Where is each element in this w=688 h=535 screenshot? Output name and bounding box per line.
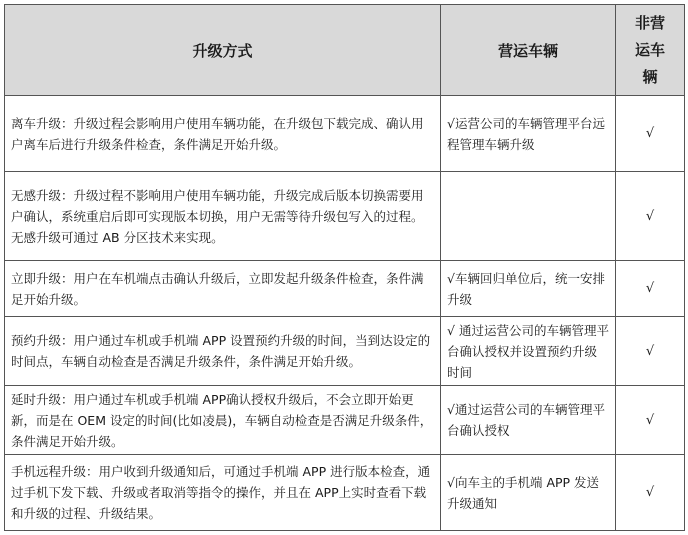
non-operating-check: √: [616, 317, 685, 386]
header-method: 升级方式: [5, 5, 441, 96]
method-cell: 预约升级：用户通过车机或手机端 APP 设置预约升级的时间，当到达设定的时间点，车辆自动检查是否满足升级条件，条件满足开始升级。: [5, 317, 441, 386]
table-row: [5, 317, 685, 386]
table-row: [5, 172, 685, 261]
non-operating-check: √: [616, 386, 685, 455]
table-row: [5, 455, 685, 531]
operating-cell: √运营公司的车辆管理平台远程管理车辆升级: [441, 96, 616, 172]
table-row: [5, 96, 685, 172]
operating-cell: [441, 172, 616, 261]
method-cell: 无感升级：升级过程不影响用户使用车辆功能，升级完成后版本切换需要用户确认，系统重启后即可实现版本切换，用户无需等待升级包写入的过程。无感升级可通过 AB 分区技术来实现。: [5, 172, 441, 261]
header-non-operating-vehicles: [616, 5, 685, 96]
method-cell: 延时升级：用户通过车机或手机端 APP确认授权升级后，不会立即开始更新，而是在 OEM 设定的时间(比如凌晨)，车辆自动检查是否满足升级条件，条件满足开始升级。: [5, 386, 441, 455]
non-operating-check: √: [616, 455, 685, 531]
operating-cell: √ 通过运营公司的车辆管理平台确认授权并设置预约升级时间: [441, 317, 616, 386]
table-header-row: [5, 5, 685, 96]
operating-cell: √向车主的手机端 APP 发送升级通知: [441, 455, 616, 531]
non-operating-check: √: [616, 261, 685, 317]
table-row: [5, 386, 685, 455]
method-cell: 手机远程升级：用户收到升级通知后，可通过手机端 APP 进行版本检查，通过手机下发下载、升级或者取消等指令的操作，并且在 APP上实时查看下载和升级的过程、升级结果。: [5, 455, 441, 531]
header-operating-vehicles: 营运车辆: [441, 5, 616, 96]
table-row: [5, 261, 685, 317]
method-cell: 立即升级：用户在车机端点击确认升级后，立即发起升级条件检查，条件满足开始升级。: [5, 261, 441, 317]
header-non-operating-label: 非营运车辆: [634, 13, 665, 86]
upgrade-method-table: [4, 4, 685, 531]
operating-cell: √通过运营公司的车辆管理平台确认授权: [441, 386, 616, 455]
non-operating-check: √: [616, 172, 685, 261]
method-cell: 离车升级：升级过程会影响用户使用车辆功能，在升级包下载完成、确认用户离车后进行升级条件检查，条件满足开始升级。: [5, 96, 441, 172]
non-operating-check: √: [616, 96, 685, 172]
operating-cell: √车辆回归单位后，统一安排升级: [441, 261, 616, 317]
